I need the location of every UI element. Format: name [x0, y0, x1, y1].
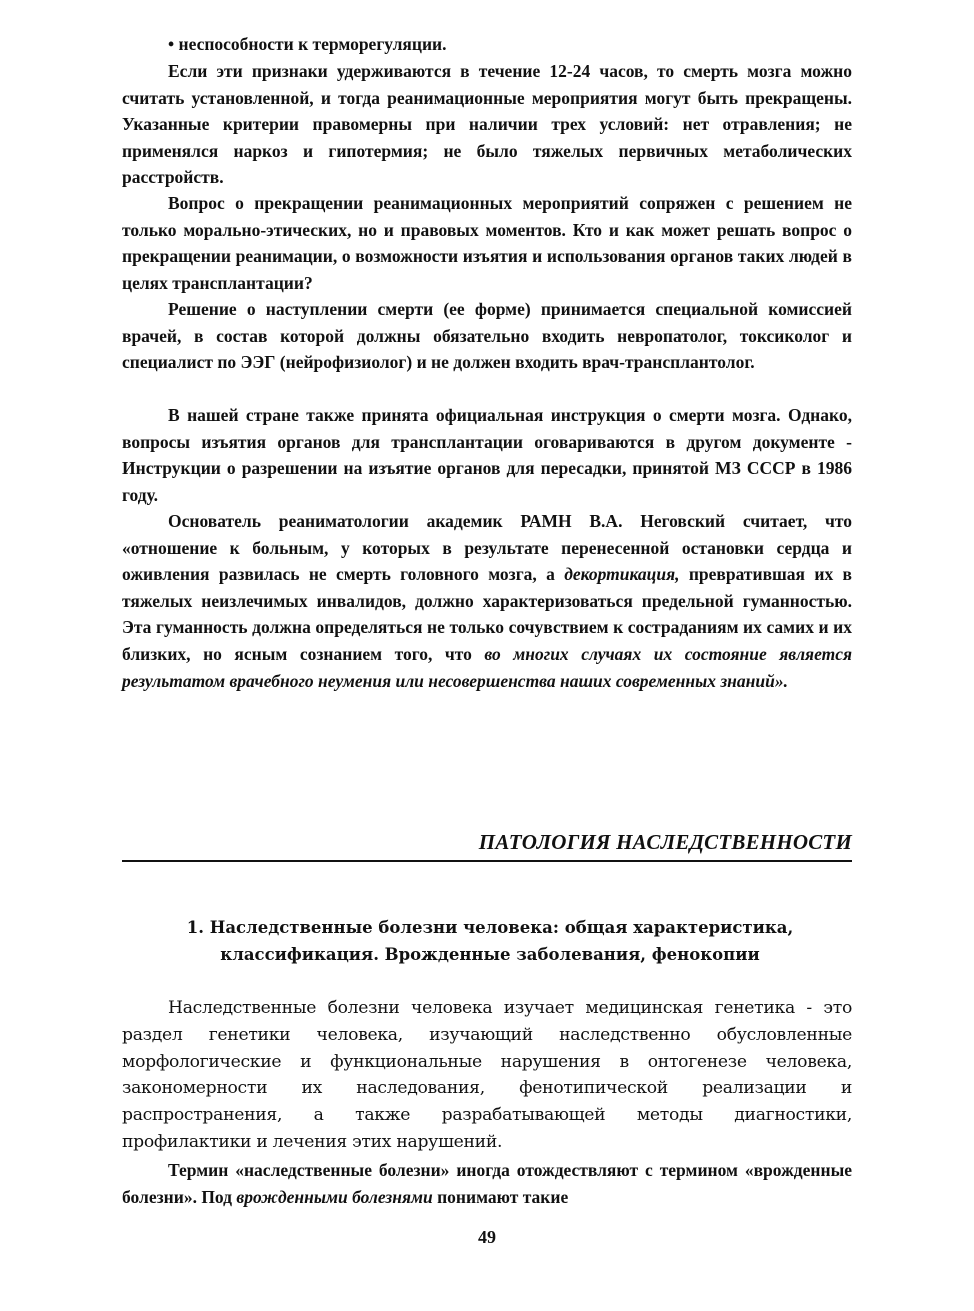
paragraph: Решение о наступлении смерти (ее форме) принимается специальной комиссией врачей, в состав которой должны обязательно входить невропатолог, токсиколог и специалист по ЭЭГ (нейрофизиолог) и не должен входить врач-трансплантолог.: [122, 299, 852, 373]
paragraph: [122, 1157, 852, 1210]
text-run: превратившая их в тяжелых неизлечимых инвалидов, должно характеризоваться предельной гуманностью. Эта гуманность должна определяться не только сочувствием к состраданиям их самих и их близких, но ясным сознанием того, что: [122, 564, 852, 664]
paragraph: Вопрос о прекращении реанимационных мероприятий сопряжен с решением не только морально-этических, но и правовых моментов. Кто и как может решать вопрос о прекращении реанимации, о возможности изъятия и использования органов таких людей в целях трансплантации?: [122, 193, 852, 293]
paragraph: В нашей стране также принята официальная инструкция о смерти мозга. Однако, вопросы изъятия органов для трансплантации оговариваются в другом документе - Инструкции о разрешении на изъятие органов для пересадки, принятой МЗ СССР в 1986 году.: [122, 405, 852, 505]
paragraph: Наследственные болезни человека изучает медицинская генетика - это раздел генетики человека, изучающий наследственно обусловленные морфологические и функциональные нарушения в онтогенезе человека, закономерности их наследования, фенотипической реализации и распространения, а также разрабатывающей методы диагностики, профилактики и лечения этих нарушений.: [122, 998, 852, 1152]
text-run: Термин «наследственные болезни» иногда отождествляют с термином «врожденные болезни». Под: [122, 1160, 852, 1207]
bullet-item: • неспособности к терморегуляции.: [168, 34, 447, 54]
paragraph: Если эти признаки удерживаются в течение 12-24 часов, то смерть мозга можно считать установленной, и тогда реанимационные мероприятия могут быть прекращены. Указанные критерии правомерны при наличии трех условий: нет отравления; не применялся наркоз и гипотермия; не было тяжелых первичных метаболических расстройств.: [122, 61, 852, 188]
page-number: 49: [478, 1227, 496, 1247]
text-run: понимают такие: [432, 1186, 569, 1207]
italic-run: во многих случаях их состояние является результатом врачебного неумения или несовершенства наших современных знаний».: [122, 643, 852, 691]
subsection-title: 1. Наследственные болезни человека: общая характеристика, классификация. Врожденные заболевания, фенокопии: [186, 918, 794, 964]
section-title: ПАТОЛОГИЯ НАСЛЕДСТВЕННОСТИ: [478, 830, 852, 854]
italic-run: декортикация,: [564, 564, 680, 585]
text-run: Основатель реаниматологии академик РАМН В.А. Неговский считает, что «отношение к больным, у которых в результате перенесенной остановки сердца и оживления развилась не смерть головного мозга, а: [122, 511, 852, 585]
quote-paragraph: [122, 508, 852, 694]
section-divider: [122, 860, 852, 862]
italic-run: врожденными болезнями: [236, 1186, 433, 1207]
